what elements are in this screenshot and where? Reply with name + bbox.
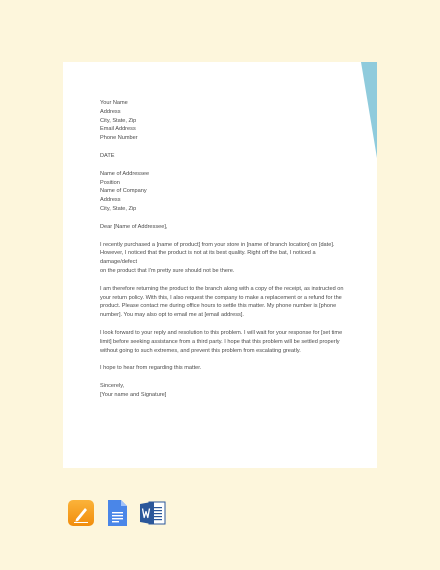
body-line: without going to such extremes, and prevent this problem from escalating greatly.	[100, 347, 301, 354]
body-line: However, I noticed that the product is not at its best quality. Right off the bat, I noticed a damage/defect	[100, 250, 316, 266]
body-line: I look forward to your reply and resolution to this problem. I will wait for your response for [set time	[100, 329, 343, 336]
body-line: limit] before seeking assistance from a third party. I hope that this problem will be settled properly	[100, 338, 340, 345]
body-line: product. Please contact me during office hours to settle this matter. My phone number is [phone	[100, 303, 337, 310]
body-line: I recently purchased a [name of product] from your store in [name of branch location] on [date].	[100, 241, 335, 248]
body-line: I hope to hear from regarding this matter.	[100, 365, 202, 372]
salutation: Dear [Name of Addressee],	[100, 223, 168, 230]
recipient-position: Position	[100, 179, 120, 186]
recipient-company: Name of Company	[100, 188, 147, 195]
signature-placeholder: [Your name and Signature]	[100, 391, 167, 398]
sender-city-state-zip: City, State, Zip	[100, 117, 137, 124]
corner-accent-stripe	[361, 62, 377, 158]
body-paragraph-4	[100, 364, 346, 373]
sender-name: Your Name	[100, 100, 128, 106]
body-paragraph-3	[100, 329, 346, 355]
date-block	[100, 152, 346, 161]
salutation-block	[100, 223, 346, 232]
body-line: I am therefore returning the product to the branch along with a copy of the receipt, as instructed on	[100, 285, 344, 292]
sender-address: Address	[100, 108, 121, 115]
closing-block	[100, 382, 346, 400]
valediction: Sincerely,	[100, 383, 125, 390]
letter-content	[100, 99, 346, 409]
format-icons	[68, 500, 166, 526]
body-line: on the product that I'm pretty sure should not be there.	[100, 267, 235, 274]
body-paragraph-2	[100, 285, 346, 320]
recipient-block	[100, 170, 346, 214]
body-paragraph-1	[100, 241, 346, 276]
ms-word-icon[interactable]	[140, 500, 166, 526]
google-docs-icon[interactable]	[104, 500, 130, 526]
pages-app-icon[interactable]	[68, 500, 94, 526]
sender-email: Email Address	[100, 126, 136, 133]
letter-date: DATE	[100, 152, 115, 159]
letter-page	[63, 62, 377, 468]
sender-block	[100, 99, 346, 143]
recipient-address: Address	[100, 197, 121, 204]
sender-phone: Phone Number	[100, 135, 138, 142]
recipient-name: Name of Addressee	[100, 170, 150, 177]
body-line: your return policy. With this, I also request the company to make a replacement or a refund for the	[100, 294, 342, 301]
body-line: number]. You may also opt to email me at [email address].	[100, 312, 244, 319]
recipient-city-state-zip: City, State, Zip	[100, 205, 137, 212]
